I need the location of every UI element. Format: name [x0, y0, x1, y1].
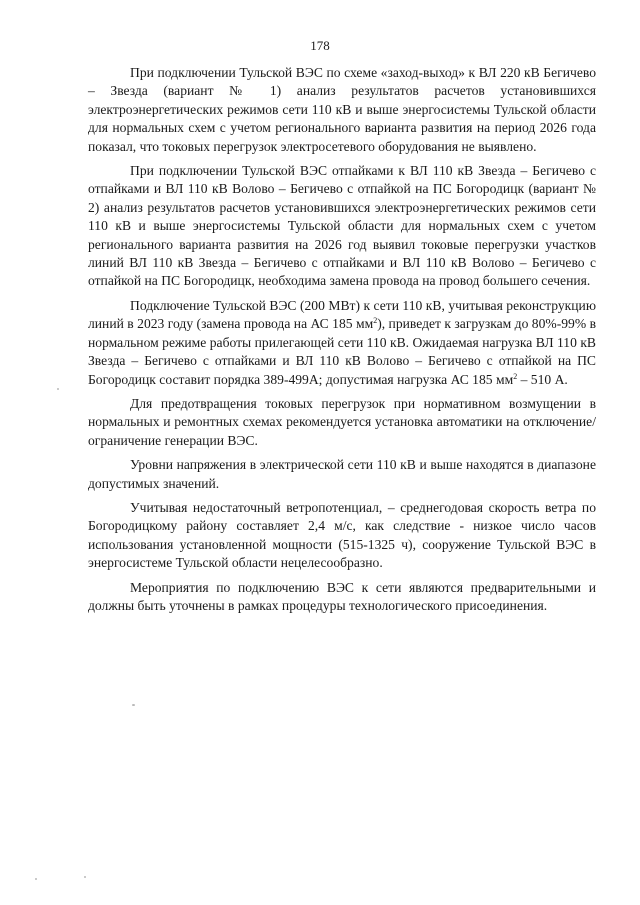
superscript-square: 2	[513, 371, 518, 381]
scan-speck	[132, 704, 135, 706]
paragraph-voltage-levels: Уровни напряжения в электрической сети 110 кВ и выше находятся в диапазоне допустимых значений.	[88, 457, 596, 491]
scan-speck	[84, 876, 86, 878]
paragraph-connection-load-part-3: – 510 А.	[517, 371, 568, 387]
paragraph-connection-load	[88, 297, 596, 389]
document-body	[88, 64, 596, 621]
page-number: 178	[310, 38, 330, 53]
paragraph-connection-load-part-1: Подключение Тульской ВЭС (200 МВт) к сети 110 кВ, учитывая реконструкцию линий в 2023 году (замена провода на АС 185 мм	[88, 297, 596, 332]
paragraph-preliminary-measures: Мероприятия по подключению ВЭС к сети являются предварительными и должны быть уточнены в рамках процедуры технологического присоединения.	[88, 579, 596, 613]
scan-speck	[57, 388, 59, 390]
paragraph-wind-potential: Учитывая недостаточный ветропотенциал, – среднегодовая скорость ветра по Богородицкому району составляет 2,4 м/с, как следствие - низкое число часов использования установленной мощности (515-1325 ч), сооружение Тульской ВЭС в энергосистеме Тульской области нецелесообразно.	[88, 499, 596, 571]
paragraph-automation: Для предотвращения токовых перегрузок при нормативном возмущении в нормальных и ремонтных схемах рекомендуется установка автоматики на отключение/ограничение генерации ВЭС.	[88, 395, 596, 448]
paragraph-variant-2: При подключении Тульской ВЭС отпайками к ВЛ 110 кВ Звезда – Бегичево с отпайками и ВЛ 110 кВ Волово – Бегичево с отпайкой на ПС Богородицк (вариант № 2) анализ результатов расчетов установившихся электроэнергетических режимов сети 110 кВ и выше энергосистемы Тульской области для нормальных схем с учетом регионального варианта развития на 2026 год выявил токовые перегрузки участков линий ВЛ 110 кВ Звезда – Бегичево с отпайками и ВЛ 110 кВ Волово – Бегичево с отпайкой на ПС Богородицк, необходима замена провода на провод большего сечения.	[88, 163, 596, 289]
superscript-square: 2	[373, 316, 378, 326]
paragraph-variant-1: При подключении Тульской ВЭС по схеме «заход-выход» к ВЛ 220 кВ Бегичево – Звезда (вариант № 1) анализ результатов расчетов установившихся электроэнергетических режимов сети 110 кВ и выше энергосистемы Тульской области для нормальных схем с учетом регионального варианта развития на период 2026 года показал, что токовых перегрузок электросетевого оборудования не выявлено.	[88, 65, 596, 154]
scan-speck	[35, 878, 37, 880]
paragraph-connection-load-part-2: ), приведет к загрузкам до 80%-99% в нормальном режиме работы прилегающей сети 110 кВ. Ожидаемая нагрузка ВЛ 110 кВ Звезда – Бегичево с отпайками и ВЛ 110 кВ Волово – Бегичево с отпайкой на ПС Богородицк составит порядка 389-499А; допустимая нагрузка АС 185 мм	[88, 316, 596, 387]
